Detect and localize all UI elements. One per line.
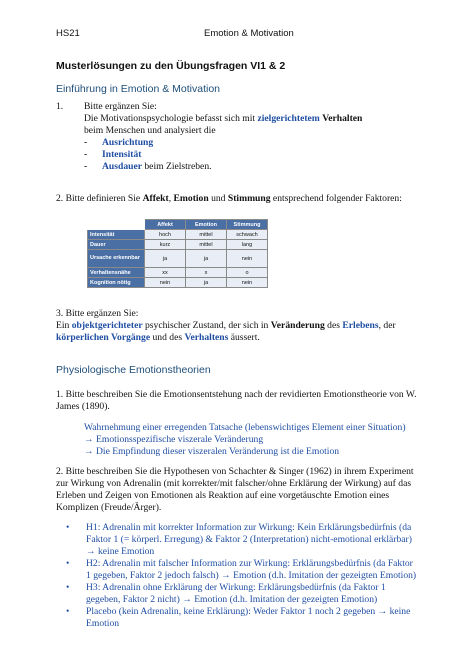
table-cell: kurz <box>145 240 186 250</box>
arrow-icon: → <box>221 570 231 581</box>
q3-part: , der <box>378 320 396 331</box>
q1-term-verhalten: Verhalten <box>322 113 363 124</box>
table-row <box>88 268 268 278</box>
table-cell: schwach <box>227 230 268 240</box>
q2-line <box>56 193 402 206</box>
p2-h3-line2 <box>86 594 377 607</box>
q3-part: psychischer Zustand, der sich in <box>142 320 271 331</box>
table-header-cell: Affekt <box>145 220 186 230</box>
arrow-icon: → <box>86 546 96 557</box>
q1-term-intensitaet: Intensität <box>102 149 142 160</box>
dash-bullet: - <box>84 137 88 148</box>
p2-line4: Komplizen (Freude/Ärger). <box>56 502 162 513</box>
q2-term-stimmung: Stimmung <box>227 193 271 204</box>
header-left: HS21 <box>56 28 80 39</box>
table-row <box>88 278 268 288</box>
q3-part: des <box>324 320 343 331</box>
arrow-icon: → <box>377 606 388 617</box>
table-cell: mittel <box>186 240 227 250</box>
table-cell: ja <box>186 278 227 288</box>
p2-h3-result: Emotion (d.h. Imitation der gezeigten Emotion) <box>194 594 378 605</box>
p1-line2: James (1890). <box>56 401 110 412</box>
p2-line1: 2. Bitte beschreiben Sie die Hypothesen von Schachter & Singer (1962) in ihrem Experiment <box>56 466 414 477</box>
q1-line2: beim Menschen und analysiert die <box>84 125 216 136</box>
table-cell: lang <box>227 240 268 250</box>
table-row-label: Kognition nötig <box>88 278 145 288</box>
p1-answer-3 <box>84 446 339 459</box>
bullet-icon: • <box>66 522 70 533</box>
table-row <box>88 250 268 268</box>
q1-term-ausdauer: Ausdauer <box>102 161 142 172</box>
q1-line1 <box>84 113 362 126</box>
q2-part-e: und <box>208 193 228 204</box>
p2-h3-line1: H3: Adrenalin ohne Erklärung der Wirkung: Erklärungsbedürfnis (da Faktor 1 <box>86 582 386 593</box>
table-cell: xx <box>145 268 186 278</box>
bullet-icon: • <box>66 606 70 617</box>
p2-h2-line1: H2: Adrenalin mit falscher Information zur Wirkung: Erklärungsbedürfnis (da Faktor <box>86 558 413 569</box>
table-row-label: Dauer <box>88 240 145 250</box>
section-heading-intro: Einführung in Emotion & Motivation <box>56 83 221 95</box>
q2-part-a: 2. Bitte definieren Sie <box>56 193 143 204</box>
p2-placebo-line1 <box>86 606 410 619</box>
page-title: Musterlösungen zu den Übungsfragen VI1 & 2 <box>56 60 286 72</box>
q2-term-affekt: Affekt <box>142 193 169 204</box>
table-cell: ja <box>186 250 227 268</box>
p2-placebo-cond: Placebo (kein Adrenalin, keine Erklärung): Weder Faktor 1 noch 2 gegeben <box>86 606 376 617</box>
p2-h1-line1: H1: Adrenalin mit korrekter Information zur Wirkung: Kein Erklärungsbedürfnis (da <box>86 522 412 533</box>
q3-part: und des <box>150 332 185 343</box>
p2-h3-cond: gegeben, Faktor 2 nicht) <box>86 594 180 605</box>
arrow-icon: → <box>182 594 192 605</box>
q1-bullet-3-rest: beim Zielstreben. <box>141 161 212 172</box>
p1-answer-2-text: Emotionsspezifische viszerale Veränderung <box>96 434 264 445</box>
bullet-icon: • <box>66 582 70 593</box>
table-header-cell: Stimmung <box>227 220 268 230</box>
p2-placebo-result: keine <box>389 606 411 617</box>
factor-table <box>87 219 268 288</box>
q3-line2 <box>56 332 260 345</box>
q1-line1-a: Die Motivationspsychologie befasst sich mit <box>84 113 258 124</box>
arrow-icon: → <box>84 434 94 445</box>
table-cell: hoch <box>145 230 186 240</box>
header-center: Emotion & Motivation <box>204 28 294 39</box>
q1-term-ausrichtung: Ausrichtung <box>102 137 154 148</box>
table-row-label: Intensität <box>88 230 145 240</box>
q1-number: 1. <box>56 101 64 112</box>
p2-h2-result: Emotion (d.h. Imitation der gezeigten Emotion) <box>233 570 417 581</box>
p2-h1-result: keine Emotion <box>98 546 155 557</box>
table-cell: x <box>186 268 227 278</box>
table-cell: o <box>227 268 268 278</box>
table-cell: mittel <box>186 230 227 240</box>
q3-term-objektgerichtet: objektgerichteter <box>71 320 143 331</box>
q3-prompt: 3. Bitte ergänzen Sie: <box>56 308 139 319</box>
table-cell: nein <box>227 278 268 288</box>
q3-part: äussert. <box>228 332 260 343</box>
p1-answer-2 <box>84 434 263 447</box>
arrow-icon: → <box>84 446 94 457</box>
table-corner <box>88 220 145 230</box>
q2-part-c: , <box>168 193 174 204</box>
dash-bullet: - <box>84 149 88 160</box>
section-heading-physio: Physiologische Emotionstheorien <box>56 364 211 376</box>
q3-term-koerperlich: körperlichen Vorgänge <box>56 332 151 343</box>
q1-term-zielgerichtet: zielgerichtetem <box>257 113 320 124</box>
q1-bullet-2 <box>84 149 141 162</box>
q1-text: Bitte ergänzen Sie: <box>84 101 157 112</box>
bullet-icon: • <box>66 558 70 569</box>
table-header-cell: Emotion <box>186 220 227 230</box>
p2-h2-cond: 1 gegeben, Faktor 2 jedoch falsch) <box>86 570 219 581</box>
p2-line3: Erleben und Zeigen von Emotionen als Reaktion auf eine vorgetäuschte Emotion eines <box>56 490 390 501</box>
p2-h1-line2: Faktor 1 (= körperl. Erregung) & Faktor 2 (Interpretation) nicht-emotional erklärbar) <box>86 534 412 545</box>
q3-term-verhalten: Verhaltens <box>184 332 229 343</box>
q1-bullet-3 <box>84 161 212 174</box>
p2-h1-line3 <box>86 546 154 559</box>
table-cell: nein <box>145 278 186 288</box>
q3-part: Ein <box>56 320 72 331</box>
q1-bullet-1 <box>84 137 153 150</box>
q2-part-g: entsprechend folgender Faktoren: <box>270 193 402 204</box>
p1-line1: 1. Bitte beschreiben Sie die Emotionsentstehung nach der revidierten Emotionstheorie von W. <box>56 389 417 400</box>
q3-term-erleben: Erlebens <box>342 320 379 331</box>
q3-line1 <box>56 320 396 333</box>
p2-h2-line2 <box>86 570 416 583</box>
dash-bullet: - <box>84 161 88 172</box>
table-row <box>88 230 268 240</box>
p2-line2: zur Wirkung von Adrenalin (mit korrekter/mit falscher/ohne Erklärung der Wirkung) auf das <box>56 478 412 489</box>
table-row <box>88 240 268 250</box>
table-row-label: Verhaltensnähe <box>88 268 145 278</box>
q2-term-emotion: Emotion <box>173 193 209 204</box>
table-cell: ja <box>145 250 186 268</box>
p1-answer-3-text: Die Empfindung dieser viszeralen Veränderung ist die Emotion <box>96 446 340 457</box>
p2-placebo-line2: Emotion <box>86 618 120 629</box>
p1-answer-1: Wahrnehmung einer erregenden Tatsache (lebenswichtiges Element einer Situation) <box>84 422 406 433</box>
table-cell: nein <box>227 250 268 268</box>
table-row-label: Ursache erkennbar <box>88 250 145 268</box>
table-header-row <box>88 220 268 230</box>
q3-term-veraenderung: Veränderung <box>270 320 325 331</box>
